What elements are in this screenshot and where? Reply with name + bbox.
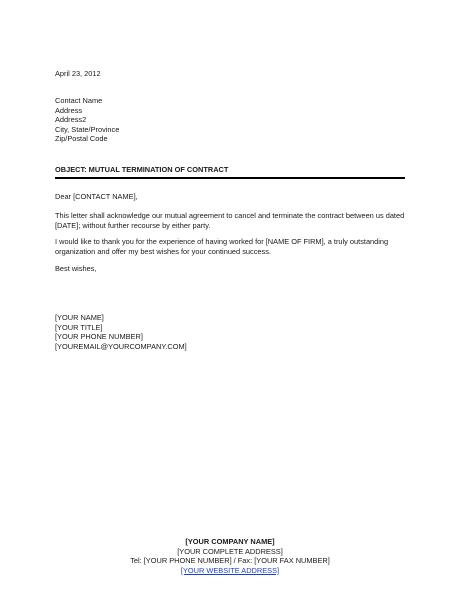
signature-phone: [YOUR PHONE NUMBER] <box>55 332 143 342</box>
body-paragraph-2: I would like to thank you for the experience of having worked for [NAME OF FIRM], a truly outstanding organization and offer my best wishes for your continued success. <box>55 237 389 256</box>
letter-date: April 23, 2012 <box>55 69 101 78</box>
recipient-name: Contact Name <box>55 96 103 105</box>
recipient-address-block <box>55 96 119 144</box>
signature-title: [YOUR TITLE] <box>55 322 103 332</box>
recipient-city-state: City, State/Province <box>55 124 120 134</box>
footer-contact-line: Tel: [YOUR PHONE NUMBER] / Fax: [YOUR FAX NUMBER] <box>130 556 330 566</box>
signature-block <box>55 313 187 351</box>
signature-name: [YOUR NAME] <box>55 313 104 322</box>
footer-address: [YOUR COMPLETE ADDRESS] <box>177 546 283 556</box>
signature-email: [YOUREMAIL@YOURCOMPANY.COM] <box>55 341 187 351</box>
object-divider <box>55 177 405 179</box>
recipient-address-line-2: Address2 <box>55 115 87 125</box>
footer-company-name: [YOUR COMPANY NAME] <box>185 537 275 546</box>
letter-footer <box>0 537 460 575</box>
closing: Best wishes, <box>55 264 97 273</box>
salutation: Dear [CONTACT NAME], <box>55 192 138 201</box>
body-paragraph-1: This letter shall acknowledge our mutual agreement to cancel and terminate the contract between us dated [DATE]; without further recourse by either party. <box>55 211 405 230</box>
object-line: OBJECT: MUTUAL TERMINATION OF CONTRACT <box>55 165 229 174</box>
recipient-address-line-1: Address <box>55 105 83 115</box>
footer-website-link[interactable]: [YOUR WEBSITE ADDRESS] <box>180 565 280 575</box>
recipient-zip: Zip/Postal Code <box>55 134 108 144</box>
